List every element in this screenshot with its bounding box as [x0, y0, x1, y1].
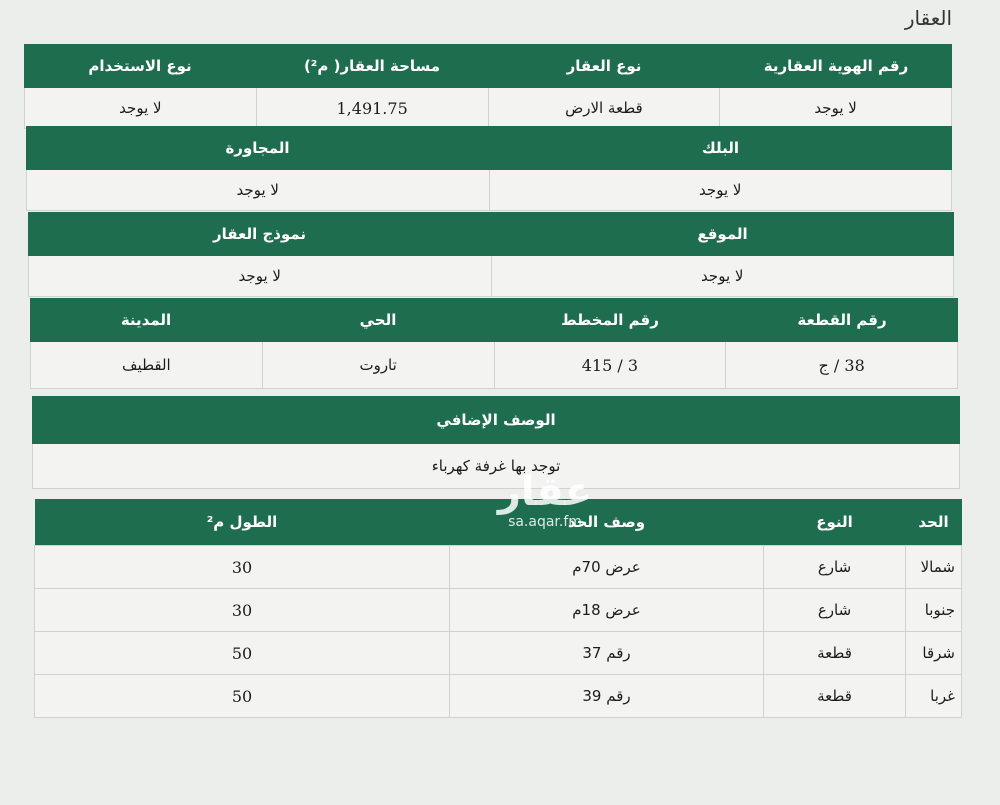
city-value: القطيف — [122, 356, 171, 374]
boundary-direction: جنوبا — [906, 589, 962, 632]
property-model-value: لا يوجد — [238, 267, 281, 285]
plot-value-row — [30, 342, 958, 389]
usage-type-value: لا يوجد — [119, 99, 162, 117]
boundary-type: شارع — [764, 589, 906, 632]
boundaries-header-row — [35, 499, 962, 546]
property-id-value: لا يوجد — [719, 88, 951, 128]
district-value: تاروت — [262, 342, 494, 388]
block-header-row — [26, 126, 952, 170]
property-area-value: 1,491.75 — [256, 88, 488, 128]
table-row — [35, 675, 962, 718]
boundary-length: 30 — [35, 589, 450, 632]
city-header: المدينة — [120, 311, 172, 329]
boundary-length-header: الطول م² — [35, 499, 450, 546]
block-section — [26, 126, 952, 211]
boundary-description: رقم 39 — [450, 675, 764, 718]
boundary-length: 50 — [35, 632, 450, 675]
plot-number-value: 38 / ج — [725, 342, 957, 388]
location-value: لا يوجد — [491, 256, 954, 296]
block-header: البلك — [702, 139, 739, 157]
property-type-header: نوع العقار — [566, 57, 642, 75]
plot-header-row — [30, 298, 958, 342]
neighborhood-value: لا يوجد — [236, 181, 279, 199]
location-section — [28, 212, 954, 297]
additional-description-value-row — [32, 444, 960, 489]
boundaries-table — [34, 499, 962, 718]
property-info-section — [24, 44, 952, 129]
boundary-description: عرض 70م — [450, 546, 764, 589]
boundary-direction: غربا — [906, 675, 962, 718]
boundary-type: قطعة — [764, 632, 906, 675]
property-model-header: نموذج العقار — [212, 225, 307, 243]
watermark-logo: عقار — [497, 469, 593, 515]
boundary-description: رقم 37 — [450, 632, 764, 675]
usage-type-header: نوع الاستخدام — [88, 57, 192, 75]
property-area-header: مساحة العقار( م²) — [303, 57, 441, 75]
additional-description-value: توجد بها غرفة كهرباء — [431, 457, 561, 475]
boundary-type-header: النوع — [764, 499, 906, 546]
property-info-header-row — [24, 44, 952, 88]
additional-description-header: الوصف الإضافي — [436, 411, 556, 429]
plan-number-value: 3 / 415 — [494, 342, 726, 388]
location-header: الموقع — [697, 225, 748, 243]
property-type-value: قطعة الارض — [488, 88, 720, 128]
page-title: العقار — [904, 6, 952, 30]
boundary-type: قطعة — [764, 675, 906, 718]
property-info-value-row — [24, 88, 952, 129]
boundary-length: 50 — [35, 675, 450, 718]
additional-description-section — [32, 396, 960, 489]
boundary-direction: شرقا — [906, 632, 962, 675]
boundary-type: شارع — [764, 546, 906, 589]
boundary-length: 30 — [35, 546, 450, 589]
plot-number-header: رقم القطعة — [797, 311, 887, 329]
table-row — [35, 546, 962, 589]
location-header-row — [28, 212, 954, 256]
neighborhood-header: المجاورة — [225, 139, 290, 157]
district-header: الحي — [359, 311, 397, 329]
table-row — [35, 589, 962, 632]
boundary-description-header: وصف الحد — [450, 499, 764, 546]
block-value: لا يوجد — [489, 170, 952, 210]
boundary-direction: شمالا — [906, 546, 962, 589]
boundary-header: الحد — [906, 499, 962, 546]
table-row — [35, 632, 962, 675]
plan-number-header: رقم المخطط — [561, 311, 659, 329]
watermark-url: sa.aqar.fm — [508, 514, 582, 530]
plot-section — [30, 298, 958, 389]
block-value-row — [26, 170, 952, 211]
property-id-header: رقم الهوية العقارية — [763, 57, 909, 75]
additional-description-header-row — [32, 396, 960, 444]
boundary-description: عرض 18م — [450, 589, 764, 632]
location-value-row — [28, 256, 954, 297]
